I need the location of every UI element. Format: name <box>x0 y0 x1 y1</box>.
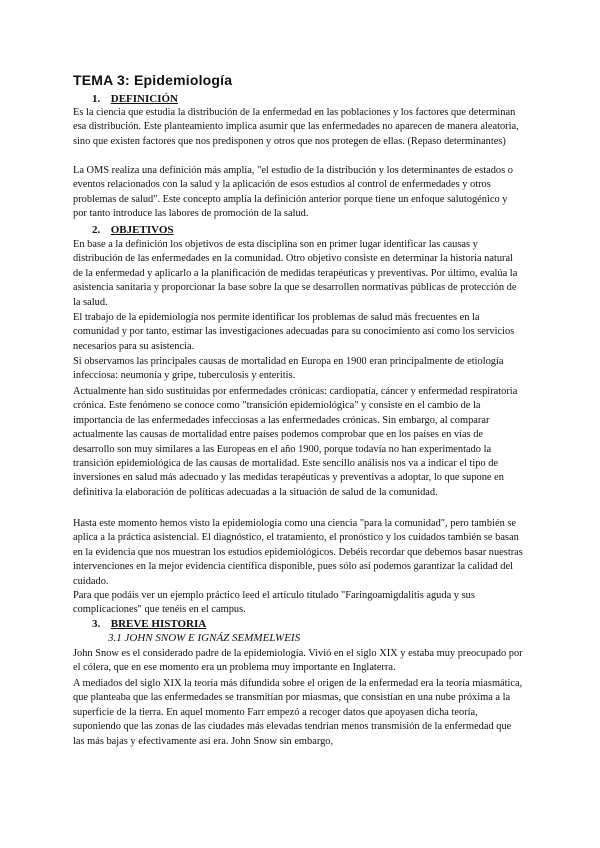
paragraph: Actualmente han sido sustituidas por enfermedades crónicas: cardiopatía, cáncer y enfermedad respiratoria crónica. Este fenómeno se conoce como "transición epidemiológica" y consiste en el cambio de la importancia de las enfermedades infecciosas a las enfermedades crónicas. Sin embargo, al comparar actualmente las causas de mortalidad entre países podemos comprobar que en los países en vías de desarrollo son muy similares a las Europeas en el año 1900, porque todavía no han experimentado la transición epidemiológica de las causas de mortalidad. Este sencillo análisis nos va a indicar el tipo de inversiones en salud más adecuado y las medidas terapéuticas y preventivas a adoptar, lo que supone en definitiva la elaboración de políticas adecuadas a la situación de salud de la comunidad. <box>73 386 518 498</box>
section-heading-definicion <box>92 93 178 105</box>
paragraph: La OMS realiza una definición más amplia, "el estudio de la distribución y los determinantes de estados o eventos relacionados con la salud y la aplicación de esos estudios al control de enfermedades y otros problemas de salud". Este concepto amplía la definición anterior porque tiene un enfoque salutogénico y por tanto introduce las labores de promoción de la salud. <box>73 165 513 220</box>
section-number: 3. <box>92 618 101 630</box>
section-heading-objetivos <box>92 224 174 236</box>
paragraph: John Snow es el considerado padre de la epidemiología. Vivió en el siglo XIX y estaba muy preocupado por el cólera, que en ese momento era un problema muy importante en Inglaterra. <box>73 648 523 674</box>
section-number: 1. <box>92 93 101 105</box>
paragraph: El trabajo de la epidemiología nos permite identificar los problemas de salud más frecuentes en la comunidad y por tanto, estimar las investigaciones adecuadas para su conocimiento así como los servicios necesarios para su asistencia. <box>73 312 515 352</box>
paragraph: A mediados del siglo XIX la teoría más difundida sobre el origen de la enfermedad era la teoría miasmática, que planteaba que las enfermedades se transmitían por miasmas, que consistían en una nube próxima a la superficie de la tierra. En aquel momento Farr empezó a recoger datos que apoyasen dicha teoría, suponiendo que las zonas de las ciudades más elevadas tendrían menos transmisión de la enfermedad que las más bajas y efectivamente así era. John Snow sin embargo, <box>73 678 523 747</box>
paragraph: Hasta este momento hemos visto la epidemiología como una ciencia "para la comunidad", pero también se aplica a la práctica asistencial. El diagnóstico, el tratamiento, el pronóstico y los cuidados también se basan en la evidencia que nos muestran los estudios epidemiológicos. Debéis recordar que debemos basar nuestras intervenciones en la mejor evidencia científica disponible, pues sólo así podemos garantizar la calidad del cuidado. <box>73 518 523 587</box>
paragraph: Para que podáis ver un ejemplo práctico leed el artículo titulado "Faringoamigdalitis aguda y sus complicaciones" que tenéis en el campus. <box>73 590 475 616</box>
section-number: 2. <box>92 224 101 236</box>
section-label: BREVE HISTORIA <box>110 618 207 630</box>
section-label: DEFINICIÓN <box>110 93 178 105</box>
page-title: TEMA 3: Epidemiología <box>73 72 233 88</box>
paragraph: Si observamos las principales causas de mortalidad en Europa en 1900 eran principalmente de etiología infecciosa: neumonía y gripe, tuberculosis y enteritis. <box>73 356 504 382</box>
subsection-heading: 3.1 JOHN SNOW E IGNÁZ SEMMELWEIS <box>108 632 301 644</box>
section-heading-breve-historia <box>92 618 206 630</box>
paragraph: Es la ciencia que estudia la distribución de la enfermedad en las poblaciones y los factores que determinan esa distribución. Este planteamiento implica asumir que las enfermedades no aparecen de manera aleatoria, sino que existen factores que nos predisponen y otros que nos protegen de ellas. (Repaso determinantes) <box>73 107 519 147</box>
paragraph: En base a la definición los objetivos de esta disciplina son en primer lugar identificar las causas y distribución de las enfermedades en la comunidad. Otro objetivo consiste en determinar la historia natural de la enfermedad y aplicarlo a la planificación de medidas terapéuticas y preventivas. Por último, evalúa la asistencia sanitaria y proporcionar la base sobre la que se desarrollen normativas públicas de protección de la salud. <box>73 239 518 308</box>
section-label: OBJETIVOS <box>110 224 174 236</box>
